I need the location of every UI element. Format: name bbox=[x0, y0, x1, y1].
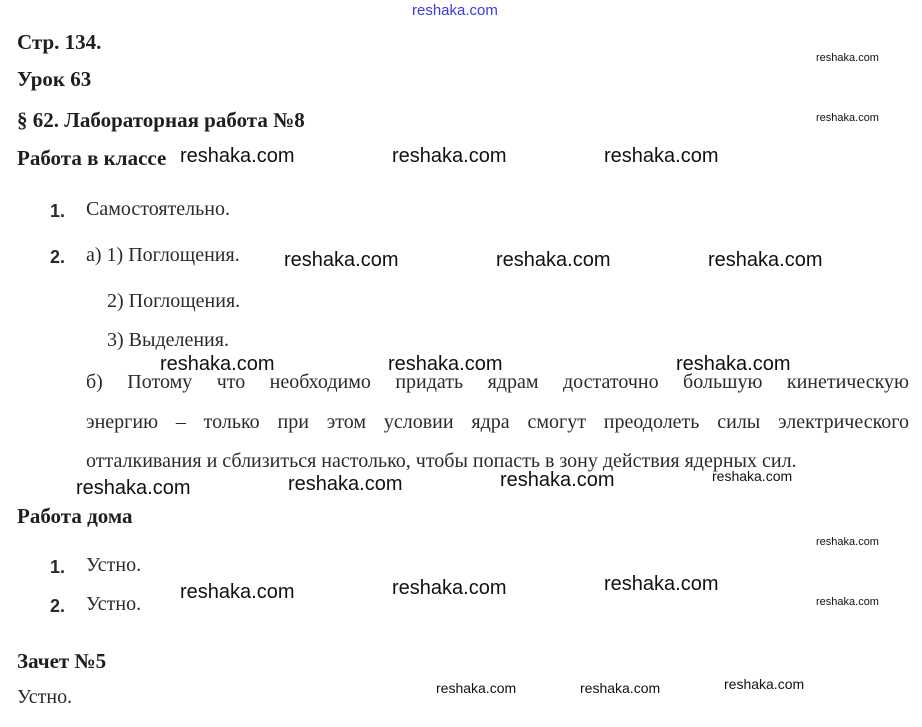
watermark: reshaka.com bbox=[392, 577, 507, 599]
classwork-item-2-number: 2. bbox=[50, 247, 66, 267]
classwork-subitem-3: 3) Выделения. bbox=[107, 329, 229, 351]
watermark: reshaka.com bbox=[580, 680, 661, 696]
classwork-item-2-text: а) 1) Поглощения. bbox=[86, 244, 240, 266]
classwork-paragraph-line-2: энергию – только при этом условии ядра смогут преодолеть силы электрического bbox=[86, 411, 909, 433]
watermark: reshaka.com bbox=[76, 477, 191, 499]
watermark: reshaka.com bbox=[284, 249, 399, 271]
watermark: reshaka.com bbox=[180, 581, 295, 603]
homework-item-2-number: 2. bbox=[50, 596, 66, 616]
watermark: reshaka.com bbox=[816, 112, 879, 124]
page-number: Стр. 134. bbox=[17, 30, 102, 54]
section-title: § 62. Лабораторная работа №8 bbox=[17, 108, 305, 132]
watermark: reshaka.com bbox=[816, 536, 879, 548]
homework-item-1-number: 1. bbox=[50, 557, 66, 577]
watermark: reshaka.com bbox=[288, 473, 403, 495]
lesson-title: Урок 63 bbox=[17, 67, 92, 91]
watermark: reshaka.com bbox=[436, 680, 517, 696]
watermark: reshaka.com bbox=[388, 353, 503, 375]
watermark: reshaka.com bbox=[500, 469, 615, 491]
watermark: reshaka.com bbox=[160, 353, 275, 375]
watermark-top: reshaka.com bbox=[412, 2, 498, 19]
watermark: reshaka.com bbox=[708, 249, 823, 271]
watermark: reshaka.com bbox=[604, 145, 719, 167]
test-heading: Зачет №5 bbox=[17, 649, 107, 673]
watermark: reshaka.com bbox=[392, 145, 507, 167]
test-text: Устно. bbox=[17, 686, 73, 708]
homework-item-1-text: Устно. bbox=[86, 554, 142, 576]
classwork-heading: Работа в классе bbox=[17, 146, 167, 170]
watermark: reshaka.com bbox=[816, 52, 879, 64]
watermark: reshaka.com bbox=[712, 468, 793, 484]
watermark: reshaka.com bbox=[180, 145, 295, 167]
homework-item-2-text: Устно. bbox=[86, 593, 142, 615]
classwork-paragraph-line-3: отталкивания и сблизиться настолько, чтобы попасть в зону действия ядерных сил. bbox=[86, 450, 797, 472]
watermark: reshaka.com bbox=[724, 676, 805, 692]
classwork-paragraph-line-1: б) Потому что необходимо придать ядрам достаточно большую кинетическую bbox=[86, 371, 909, 393]
classwork-item-1-text: Самостоятельно. bbox=[86, 198, 230, 220]
classwork-item-1-number: 1. bbox=[50, 201, 66, 221]
watermark: reshaka.com bbox=[676, 353, 791, 375]
watermark: reshaka.com bbox=[496, 249, 611, 271]
homework-heading: Работа дома bbox=[17, 504, 133, 528]
watermark: reshaka.com bbox=[604, 573, 719, 595]
watermark: reshaka.com bbox=[816, 596, 879, 608]
classwork-subitem-2: 2) Поглощения. bbox=[107, 290, 241, 312]
